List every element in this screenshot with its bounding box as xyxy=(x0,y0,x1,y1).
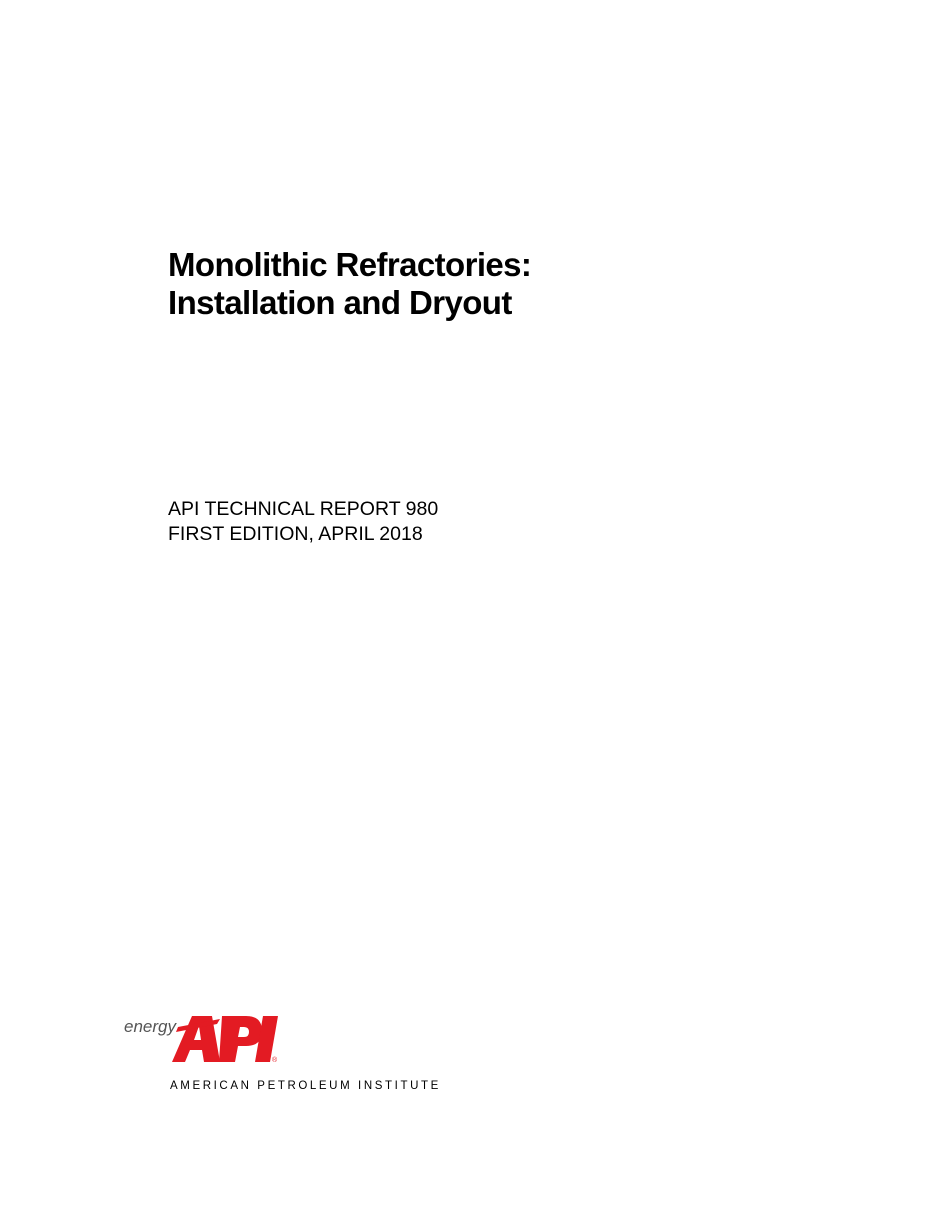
edition-date: FIRST EDITION, APRIL 2018 xyxy=(168,523,423,545)
report-number: API TECHNICAL REPORT 980 xyxy=(168,498,439,520)
report-info xyxy=(168,497,438,547)
api-mark-icon xyxy=(172,1016,278,1062)
registered-mark: ® xyxy=(272,1057,278,1064)
api-logo xyxy=(122,1010,452,1100)
document-title xyxy=(168,246,531,322)
title-line-2: Installation and Dryout xyxy=(168,284,512,321)
logo-tagline: energy xyxy=(124,1017,176,1036)
organization-name: AMERICAN PETROLEUM INSTITUTE xyxy=(170,1080,441,1092)
api-logo-graphic xyxy=(122,1010,452,1100)
title-line-1: Monolithic Refractories: xyxy=(168,246,532,283)
